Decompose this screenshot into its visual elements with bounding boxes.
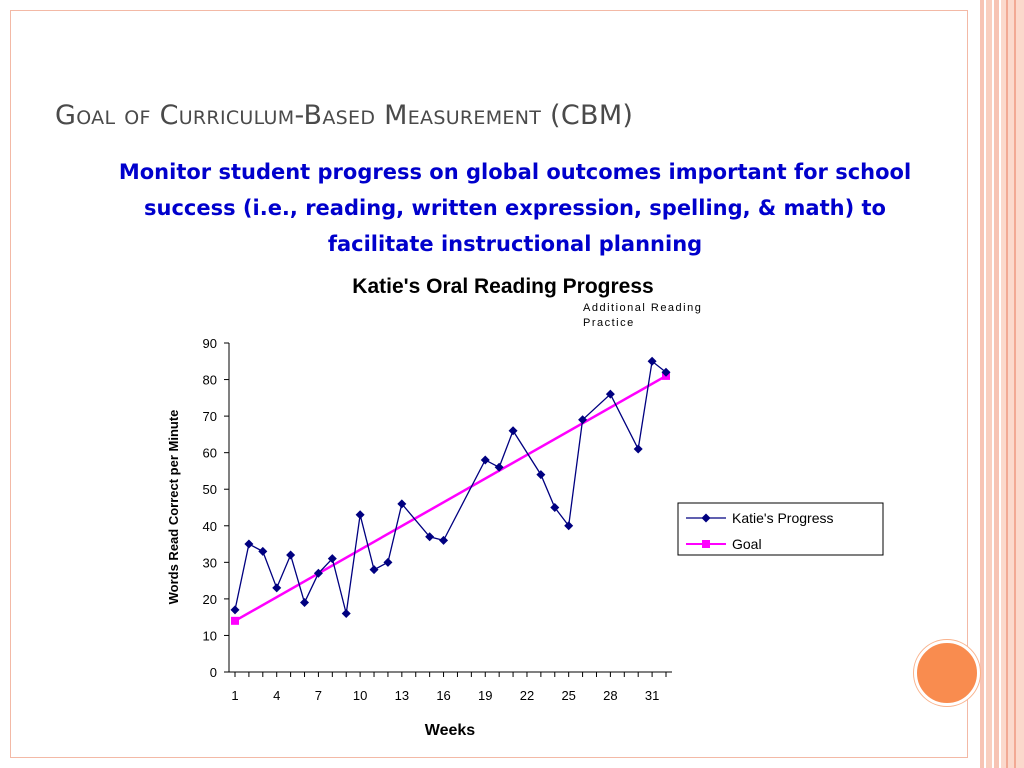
decorative-circle xyxy=(914,640,980,706)
progress-line xyxy=(235,361,666,613)
x-axis xyxy=(229,672,672,703)
x-tick-label: 7 xyxy=(314,688,323,703)
x-tick-label: 10 xyxy=(352,688,368,703)
annotation-line: Additional Reading xyxy=(583,302,703,314)
progress-marker xyxy=(272,583,281,592)
progress-marker xyxy=(231,605,240,614)
progress-marker xyxy=(481,455,490,464)
progress-marker xyxy=(634,445,643,454)
progress-series xyxy=(231,357,671,618)
chart-annotation xyxy=(583,302,702,329)
annotation-line: Practice xyxy=(583,317,635,329)
x-tick-label: 31 xyxy=(644,688,660,703)
goal-marker xyxy=(231,617,239,625)
decor-stripe xyxy=(1014,0,1016,768)
progress-marker xyxy=(495,463,504,472)
decor-stripe xyxy=(1001,0,1024,768)
x-tick-label: 22 xyxy=(519,688,535,703)
progress-marker xyxy=(536,470,545,479)
decor-stripe xyxy=(1006,0,1008,768)
slide-title: Goal of Curriculum-Based Measurement (CBM) xyxy=(55,100,634,131)
legend-goal-label: Goal xyxy=(732,536,762,552)
y-axis xyxy=(203,336,229,680)
progress-marker xyxy=(383,558,392,567)
x-tick-label: 25 xyxy=(561,688,576,703)
progress-marker xyxy=(342,609,351,618)
y-tick-label: 80 xyxy=(202,372,217,388)
y-tick-label: 20 xyxy=(202,591,217,607)
chart xyxy=(150,262,890,747)
x-tick-label: 28 xyxy=(603,688,618,703)
y-axis-title: Words Read Correct per Minute xyxy=(166,409,181,605)
y-tick-label: 50 xyxy=(202,482,217,498)
legend-goal-marker xyxy=(702,540,710,548)
y-tick-label: 70 xyxy=(202,409,217,425)
progress-marker xyxy=(300,598,309,607)
progress-marker xyxy=(370,565,379,574)
x-tick-label: 1 xyxy=(231,688,239,703)
progress-marker xyxy=(509,426,518,435)
x-axis-title: Weeks xyxy=(424,722,476,739)
y-tick-label: 30 xyxy=(202,555,217,571)
legend xyxy=(678,503,883,555)
progress-marker xyxy=(286,551,295,560)
x-tick-label: 4 xyxy=(273,688,281,703)
y-tick-label: 0 xyxy=(209,665,217,680)
goal-series xyxy=(231,372,670,625)
progress-marker xyxy=(356,510,365,519)
x-tick-label: 16 xyxy=(436,688,451,703)
legend-progress-label: Katie's Progress xyxy=(732,510,834,526)
slide-subtitle: Monitor student progress on global outcomes important for school success (i.e., reading, written expression, spelling, & math) to facilitate instructional planning xyxy=(118,160,912,256)
decor-stripe xyxy=(986,0,992,768)
decor-stripe xyxy=(994,0,999,768)
y-tick-label: 90 xyxy=(202,336,217,351)
progress-marker xyxy=(244,540,253,549)
y-tick-label: 10 xyxy=(202,628,217,644)
decor-stripe xyxy=(980,0,984,768)
x-tick-label: 13 xyxy=(394,688,410,703)
y-tick-label: 40 xyxy=(202,518,217,534)
progress-marker xyxy=(258,547,267,556)
progress-marker xyxy=(439,536,448,545)
y-tick-label: 60 xyxy=(202,445,217,461)
x-tick-label: 19 xyxy=(478,688,493,703)
chart-title: Katie's Oral Reading Progress xyxy=(352,275,654,298)
